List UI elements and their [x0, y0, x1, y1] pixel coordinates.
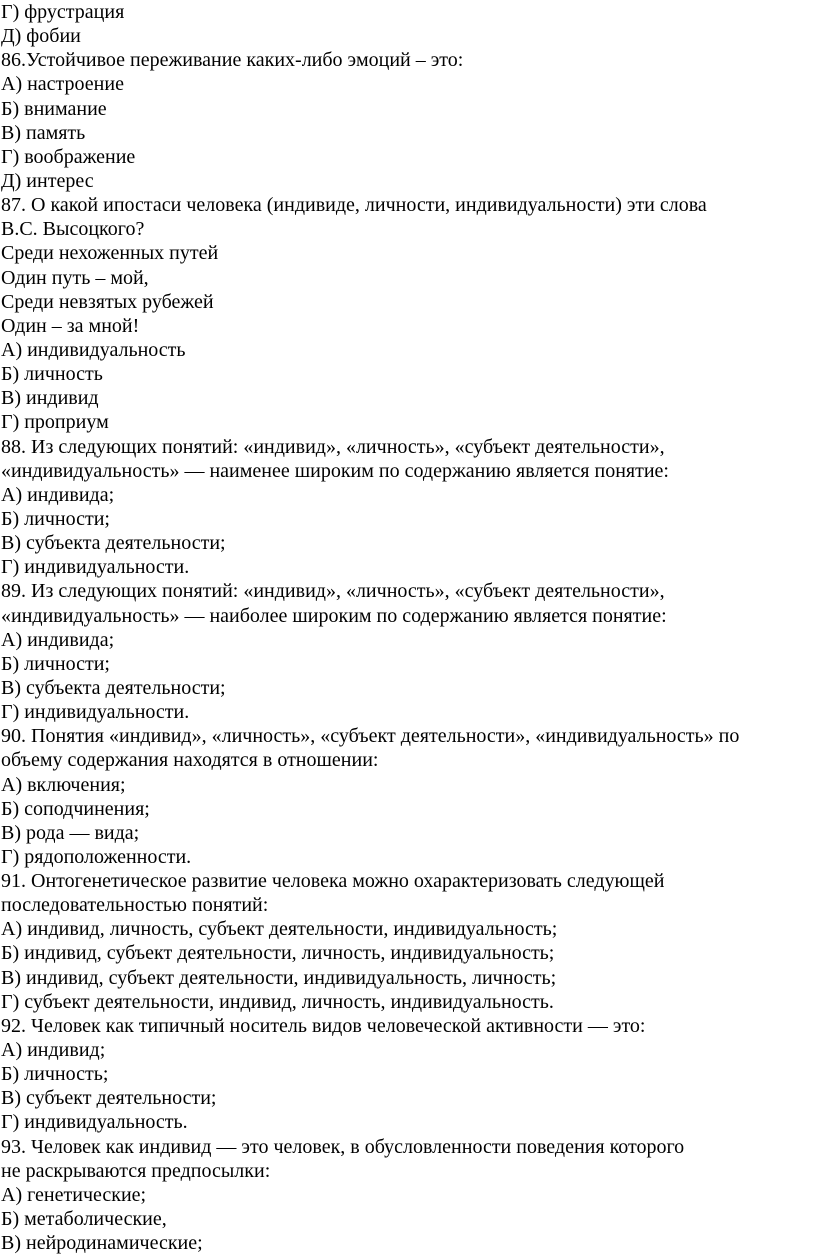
- answer-option: Б) метаболические,: [1, 1208, 167, 1231]
- question-91-continued: последовательностью понятий:: [1, 894, 269, 917]
- answer-option: Б) личности;: [1, 652, 110, 675]
- answer-option: А) генетические;: [1, 1183, 147, 1206]
- answer-option: А) индивидуальность: [1, 338, 186, 361]
- question-90-continued: объему содержания находятся в отношении:: [1, 749, 379, 772]
- answer-option: Б) внимание: [1, 97, 107, 120]
- answer-option: Г) субъект деятельности, индивид, личность, индивидуальность.: [1, 990, 554, 1013]
- answer-option: Б) личность: [1, 363, 103, 386]
- answer-option: Г) индивидуальности.: [1, 556, 190, 579]
- answer-option: А) индивида;: [1, 628, 115, 651]
- poem-line: Один – за мной!: [1, 314, 140, 337]
- answer-option: Г) индивидуальность.: [1, 1111, 188, 1134]
- answer-option: Б) личности;: [1, 507, 110, 530]
- question-87: 87. О какой ипостаси человека (индивиде, личности, индивидуальности) эти слова: [1, 194, 707, 217]
- answer-option: В) рода — вида;: [1, 821, 140, 844]
- answer-option: В) субъекта деятельности;: [1, 532, 226, 555]
- question-86: 86.Устойчивое переживание каких-либо эмоций – это:: [1, 49, 464, 72]
- answer-option: А) настроение: [1, 73, 124, 96]
- answer-option: Г) воображение: [1, 145, 136, 168]
- answer-option: Г) индивидуальности.: [1, 701, 190, 724]
- answer-option: А) индивид;: [1, 1039, 106, 1062]
- question-88: 88. Из следующих понятий: «индивид», «личность», «субъект деятельности»,: [1, 435, 665, 458]
- question-90: 90. Понятия «индивид», «личность», «субъект деятельности», «индивидуальность» по: [1, 725, 740, 748]
- question-91: 91. Онтогенетическое развитие человека можно охарактеризовать следующей: [1, 870, 665, 893]
- answer-option: Г) рядоположенности.: [1, 845, 192, 868]
- answer-option: В) индивид, субъект деятельности, индивидуальность, личность;: [1, 966, 557, 989]
- poem-line: Среди нехоженных путей: [1, 242, 219, 265]
- question-88-continued: «индивидуальность» — наименее широким по содержанию является понятие:: [1, 459, 669, 482]
- answer-option: Б) соподчинения;: [1, 797, 150, 820]
- answer-option: Г) фрустрация: [1, 1, 125, 23]
- answer-option: В) субъект деятельности;: [1, 1087, 217, 1110]
- poem-line: Среди невзятых рубежей: [1, 290, 214, 313]
- answer-option: Б) индивид, субъект деятельности, личность, индивидуальность;: [1, 942, 555, 965]
- answer-option: В) индивид: [1, 387, 99, 410]
- answer-option: А) индивид, личность, субъект деятельности, индивидуальность;: [1, 918, 558, 941]
- question-89-continued: «индивидуальность» — наиболее широким по содержанию является понятие:: [1, 604, 667, 627]
- poem-line: Один путь – мой,: [1, 266, 149, 289]
- question-93-continued: не раскрываются предпосылки:: [1, 1159, 271, 1182]
- answer-option: А) включения;: [1, 773, 126, 796]
- answer-option: Б) личность;: [1, 1063, 109, 1086]
- answer-option: В) память: [1, 121, 86, 144]
- answer-option: Г) проприум: [1, 411, 109, 434]
- question-93: 93. Человек как индивид — это человек, в обусловленности поведения которого: [1, 1135, 685, 1158]
- answer-option: Д) фобии: [1, 25, 81, 48]
- answer-option: В) субъекта деятельности;: [1, 676, 226, 699]
- answer-option: А) индивида;: [1, 483, 115, 506]
- answer-option: Д) интерес: [1, 169, 94, 192]
- question-87-continued: В.С. Высоцкого?: [1, 218, 145, 241]
- question-89: 89. Из следующих понятий: «индивид», «личность», «субъект деятельности»,: [1, 580, 665, 603]
- answer-option: В) нейродинамические;: [1, 1232, 203, 1255]
- question-92: 92. Человек как типичный носитель видов человеческой активности — это:: [1, 1014, 646, 1037]
